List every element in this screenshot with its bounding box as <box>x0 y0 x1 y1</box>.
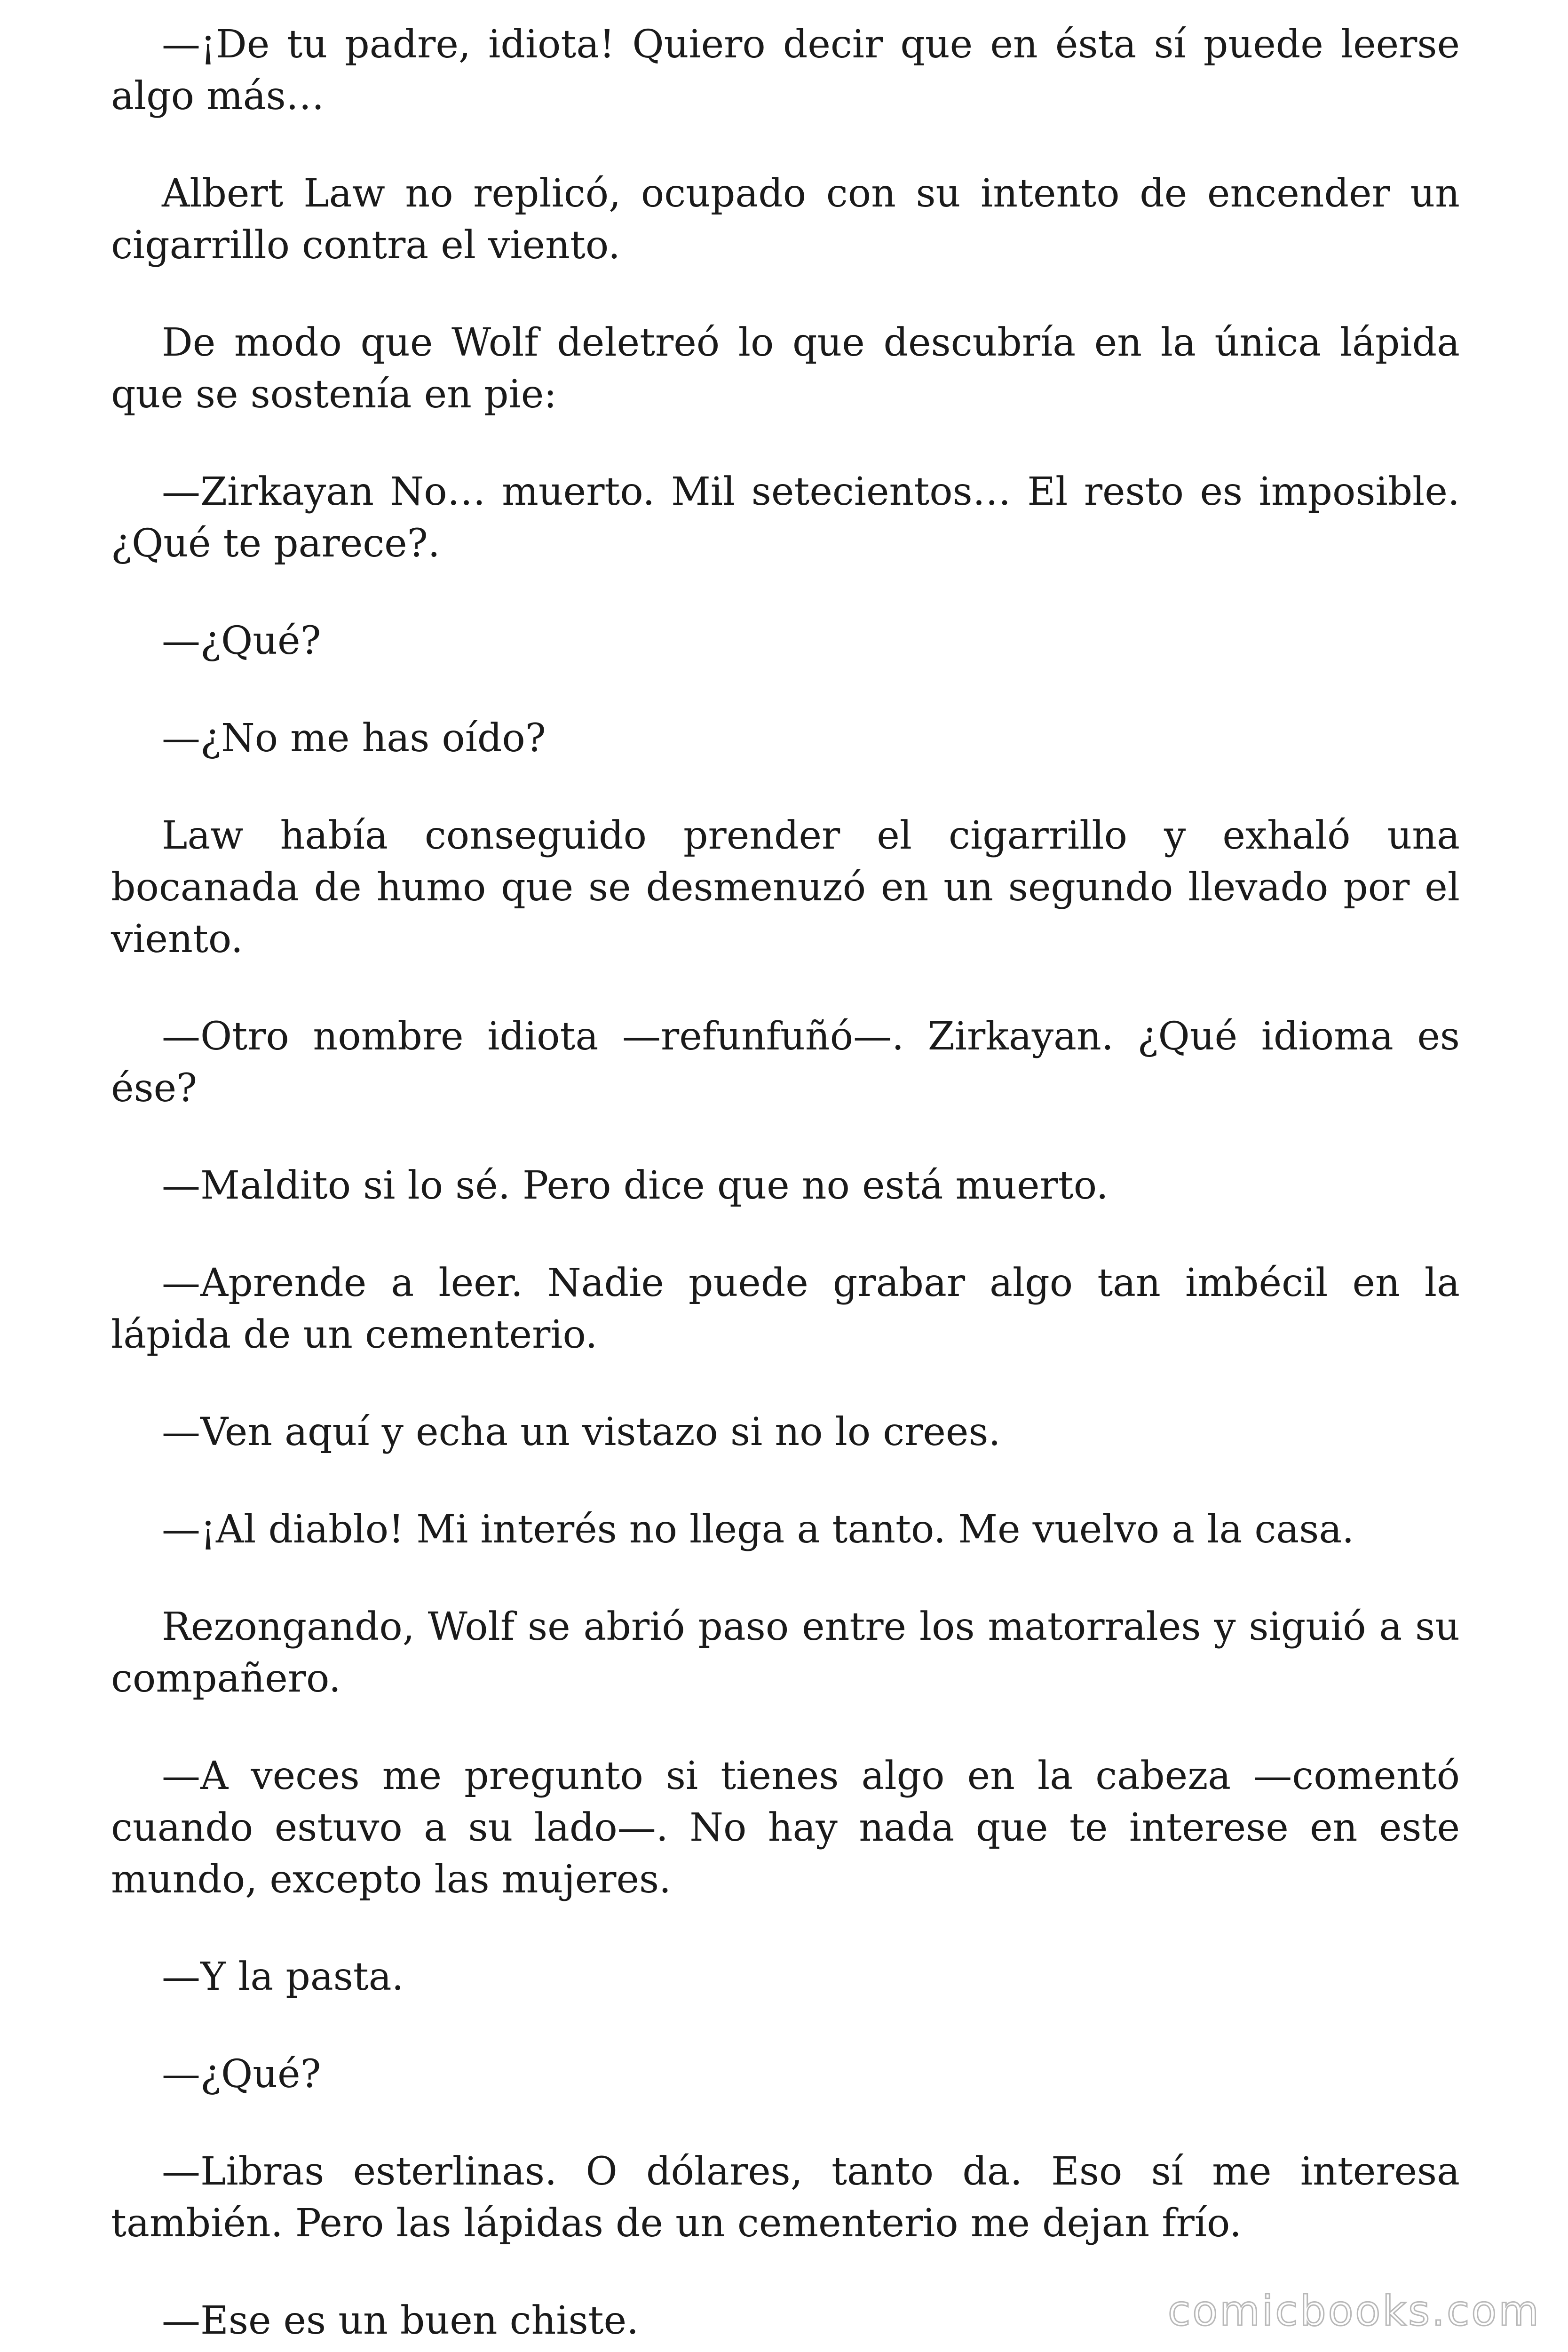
paragraph-14: —A veces me pregunto si tienes algo en la cabeza —comentó cuando estuvo a su lado—. No hay nada que te interese en este mundo, excepto las mujeres. <box>111 1754 1460 1902</box>
page-text <box>111 19 1460 2352</box>
paragraph-11: —Ven aquí y echa un vistazo si no lo crees. <box>162 1410 1001 1454</box>
paragraph-5: —¿Qué? <box>162 619 321 663</box>
paragraph-4: —Zirkayan No… muerto. Mil setecientos… El resto es imposible. ¿Qué te parece?. <box>111 469 1460 566</box>
paragraph-18: —Ese es un buen chiste. <box>162 2298 639 2343</box>
paragraph-8: —Otro nombre idiota —refunfuñó—. Zirkayan. ¿Qué idioma es ése? <box>111 1014 1460 1111</box>
paragraph-17: —Libras esterlinas. O dólares, tanto da. Eso sí me interesa también. Pero las lápidas de un cementerio me dejan frío. <box>111 2149 1460 2246</box>
paragraph-7: Law había conseguido prender el cigarrillo y exhaló una bocanada de humo que se desmenuzó en un segundo llevado por el viento. <box>111 813 1460 961</box>
paragraph-6: —¿No me has oído? <box>162 716 546 761</box>
paragraph-16: —¿Qué? <box>162 2052 321 2097</box>
paragraph-9: —Maldito si lo sé. Pero dice que no está muerto. <box>162 1163 1109 1208</box>
paragraph-12: —¡Al diablo! Mi interés no llega a tanto. Me vuelvo a la casa. <box>162 1507 1354 1552</box>
paragraph-10: —Aprende a leer. Nadie puede grabar algo tan imbécil en la lápida de un cementerio. <box>111 1261 1460 1357</box>
paragraph-1: —¡De tu padre, idiota! Quiero decir que en ésta sí puede leerse algo más… <box>111 22 1460 119</box>
watermark: comicbooks.com <box>1167 2287 1541 2335</box>
paragraph-13: Rezongando, Wolf se abrió paso entre los matorrales y siguió a su compañero. <box>111 1605 1460 1701</box>
paragraph-2: Albert Law no replicó, ocupado con su intento de encender un cigarrillo contra el viento. <box>111 171 1460 268</box>
paragraph-15: —Y la pasta. <box>162 1955 404 1999</box>
paragraph-3: De modo que Wolf deletreó lo que descubría en la única lápida que se sostenía en pie: <box>111 320 1460 417</box>
